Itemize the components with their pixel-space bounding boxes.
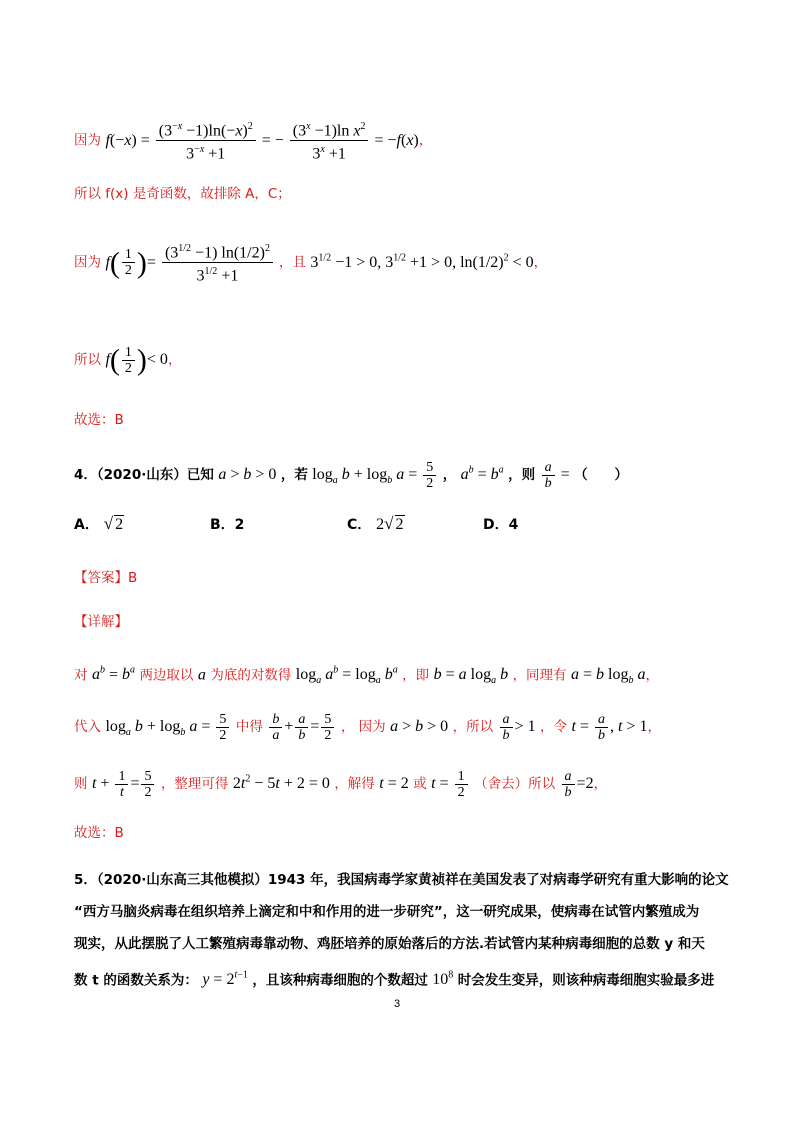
q5-line-3: 现实，从此摆脱了人工繁殖病毒靠动物、鸡胚培养的原始落后的方法.若试管内某种病毒细胞的总数 y 和天 — [74, 936, 705, 952]
formula-log-sum: $\log_a b + \log_b a$ = $\frac{5}{2}$ — [312, 466, 438, 483]
line-odd-function-proof: 因为 f(−x) = $\frac{(3^{-x} -1)\ln(-x)^2}{3^{-x} +1}$ = − $\frac{(3^x -1)\ln x^2}{3^x +1}$ = −f(x)， — [74, 118, 432, 164]
formula-power-equal: $a^b = b^a$ — [460, 464, 504, 484]
detail-label: 【详解】 — [74, 614, 128, 630]
formula-a-gt-b-gt-0: a > b > 0 — [218, 466, 277, 484]
formula-f-half-lt-zero: f( $\frac{1}{2}$ )< 0 — [105, 343, 168, 377]
formula-f-half: f( $\frac{1}{2}$ )= $\frac{(3^{1/2} -1) \ln(1/2)^2}{3^{1/2} +1}$ — [105, 254, 279, 271]
sqrt-2: √ 2 — [103, 514, 124, 533]
page-number: 3 — [393, 998, 401, 1010]
formula-y-2-pow: $y = 2^{t-1}$ — [202, 970, 248, 989]
choice-d[interactable]: D．4 — [483, 517, 519, 533]
q4-lead: 4．（2020·山东）已知 — [74, 467, 214, 484]
two-sqrt-2: 2√ 2 — [376, 514, 404, 533]
detail-line-3: 则 t + $\frac{1}{t}$ = $\frac{5}{2}$ ，整理可得 $2t^2 - 5t + 2 = 0$ ，解得 t = 2 或 t = $\frac{1}{2}$ （舍去）所以 $\frac{a}{b}$ =2， — [74, 769, 608, 800]
question-4: 4．（2020·山东）已知 a > b > 0 ，若 $\log_a b + \log_b a$ = $\frac{5}{2}$ ， $a^b = b^a$ ，则 $\frac{a}{b}$ = （ ） — [74, 460, 629, 491]
line-select-b-1: 故选：B — [74, 412, 124, 428]
q5-line-4: 数 t 的函数关系为： $y = 2^{t-1}$ ，且该种病毒细胞的个数超过 $10^8$ 时会发生变异，则该种病毒细胞实验最多进 — [74, 970, 715, 989]
choice-b[interactable]: B．2 — [210, 517, 245, 533]
choice-a[interactable]: A． √ 2 — [74, 514, 124, 533]
line-f-half: 因为 f( $\frac{1}{2}$ )= $\frac{(3^{1/2} -1) \ln(1/2)^2}{3^{1/2} +1}$ ，且 $3^{1/2} -1 > 0$, $3^{1/2} +1 > 0$, $\ln(1/2)^2 < 0$， — [74, 240, 547, 286]
line-f-half-negative: 所以 f( $\frac{1}{2}$ )< 0， — [74, 343, 182, 377]
formula-10-pow-8: $10^8$ — [432, 970, 454, 989]
text-because-2: 因为 — [74, 254, 101, 271]
text-so: 所以 — [74, 352, 101, 369]
q5-line-2: “西方马脑炎病毒在组织培养上滴定和中和作用的进一步研究”，这一研究成果，使病毒在试管内繁殖成为 — [74, 904, 700, 920]
formula-a-over-b: $\frac{a}{b}$ = — [540, 466, 570, 483]
answer-label: 【答案】B — [74, 570, 138, 586]
choice-c[interactable]: C． 2√ 2 — [347, 514, 404, 533]
text-because: 因为 — [74, 132, 101, 149]
q5-line-1: 5．（2020·山东高三其他模拟）1943 年，我国病毒学家黄祯祥在美国发表了对病毒学研究有重大影响的论文 — [74, 872, 729, 888]
formula-f-neg-x: f(−x) = $\frac{(3^{-x} -1)\ln(-x)^2}{3^{-x} +1}$ = − $\frac{(3^x -1)\ln x^2}{3^x +1}$ = −f(x) — [105, 132, 418, 149]
line-odd-conclusion: 所以 f(x) 是奇函数，故排除 A，C； — [74, 186, 291, 202]
text-and: ，且 — [278, 254, 306, 271]
detail-line-2: 代入 $\log_a b + \log_b a$ = $\frac{5}{2}$ 中得 $\frac{b}{a}$ + $\frac{a}{b}$ = $\frac{5}{2}$ ， 因为 a > b > 0 ，所以 $\frac{a}{b}$ > 1 ，令 t = $\frac{a}{b}$ , t > 1， — [74, 712, 661, 743]
line-select-b-2: 故选：B — [74, 825, 124, 841]
detail-line-1: 对 $a^b = b^a$ 两边取以 a 为底的对数得 $\log_a a^b = \log_a b^a$ ，即 b = a $\log_a b$ ，同理有 a = b $\log_b a$， — [74, 665, 659, 687]
formula-sign-conditions: $3^{1/2} -1 > 0$, $3^{1/2} +1 > 0$, $\ln(1/2)^2 < 0$ — [310, 252, 534, 271]
